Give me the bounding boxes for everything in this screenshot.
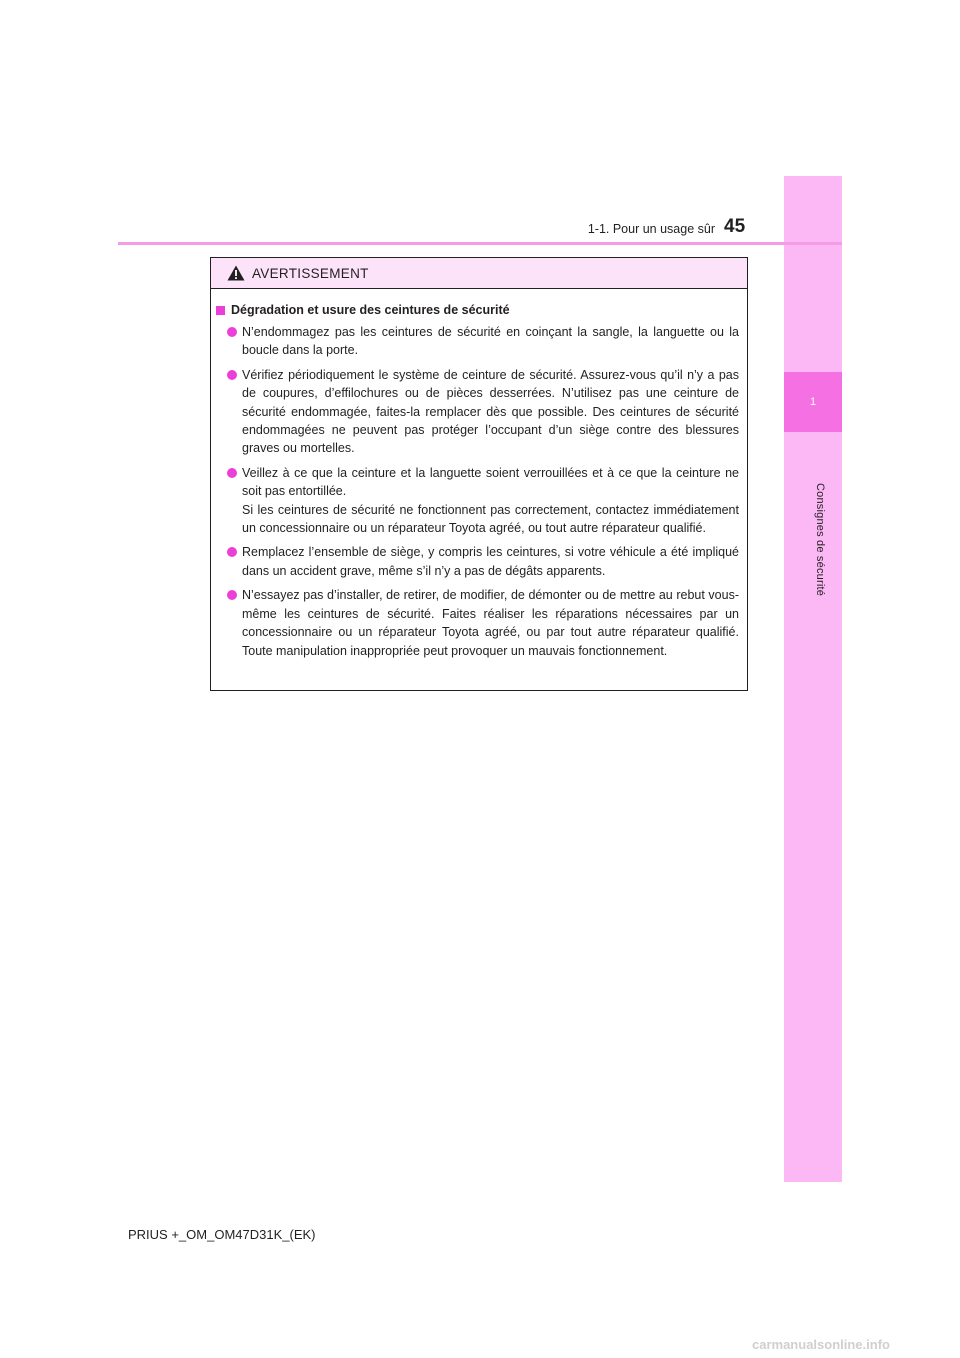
side-tab [784, 176, 842, 1182]
warning-body [211, 289, 747, 660]
bullet-dot-icon [227, 327, 237, 337]
warning-title: AVERTISSEMENT [252, 265, 369, 281]
section-title: 1-1. Pour un usage sûr [587, 222, 715, 236]
watermark: carmanualsonline.info [752, 1337, 890, 1352]
warning-box [210, 257, 748, 691]
list-item [215, 366, 739, 458]
page-number: 45 [724, 216, 746, 237]
warning-header [211, 258, 747, 289]
list-item-text: Veillez à ce que la ceinture et la languette soient verrouillées et à ce que la ceinture ne soit pas entortillée. [242, 465, 739, 499]
bullet-dot-icon [227, 468, 237, 478]
list-item-text: N’endommagez pas les ceintures de sécurité en coinçant la sangle, la languette ou la boucle dans la porte. [242, 325, 739, 358]
side-tab-label: Consignes de sécurité [814, 483, 826, 597]
bullet-dot-icon [227, 547, 237, 557]
list-item-text: N’essayez pas d’installer, de retirer, de modifier, de démonter ou de mettre au rebut vous-même les ceintures de sécurité. Faites réaliser les réparations nécessaires par un concessionnaire ou un réparateur Toyota agréé, ou par tout autre réparateur qualifié. Toute manipulation inappropriée peut provoquer un mauvais fonctionnement. [242, 588, 739, 658]
list-item-text: Remplacez l’ensemble de siège, y compris les ceintures, si votre véhicule a été impliqué dans un accident grave, même s’il n’y a pas de dégâts apparents. [242, 545, 739, 578]
header-rule [118, 242, 842, 245]
side-tab-number: 1 [784, 372, 842, 432]
document-code: PRIUS +_OM_OM47D31K_(EK) [128, 1227, 316, 1242]
list-item [215, 323, 739, 360]
list-item [215, 543, 739, 580]
warning-triangle-icon [227, 265, 245, 281]
list-item-text: Vérifiez périodiquement le système de ceinture de sécurité. Assurez-vous qu’il n’y a pas de coupures, d’effilochures ou de pièces desserrées. N’utilisez pas une ceinture de sécurité endommagée, faites-la remplacer dès que possible. Des ceintures de sécurité endommagées ne peuvent pas protéger l’occupant d’un siège contre des blessures graves ou mortelles. [242, 367, 739, 456]
bullet-dot-icon [227, 370, 237, 380]
bullet-dot-icon [227, 590, 237, 600]
list-item [215, 586, 739, 660]
list-item-text-continued: Si les ceintures de sécurité ne fonctionnent pas correctement, contactez immédiatement un concessionnaire ou un réparateur Toyota agréé, ou tout autre réparateur qualifié. [242, 502, 739, 536]
list-item [215, 464, 739, 538]
square-bullet-icon [216, 306, 225, 315]
warning-subhead [216, 303, 739, 317]
warning-subhead-text: Dégradation et usure des ceintures de sécurité [231, 303, 510, 317]
